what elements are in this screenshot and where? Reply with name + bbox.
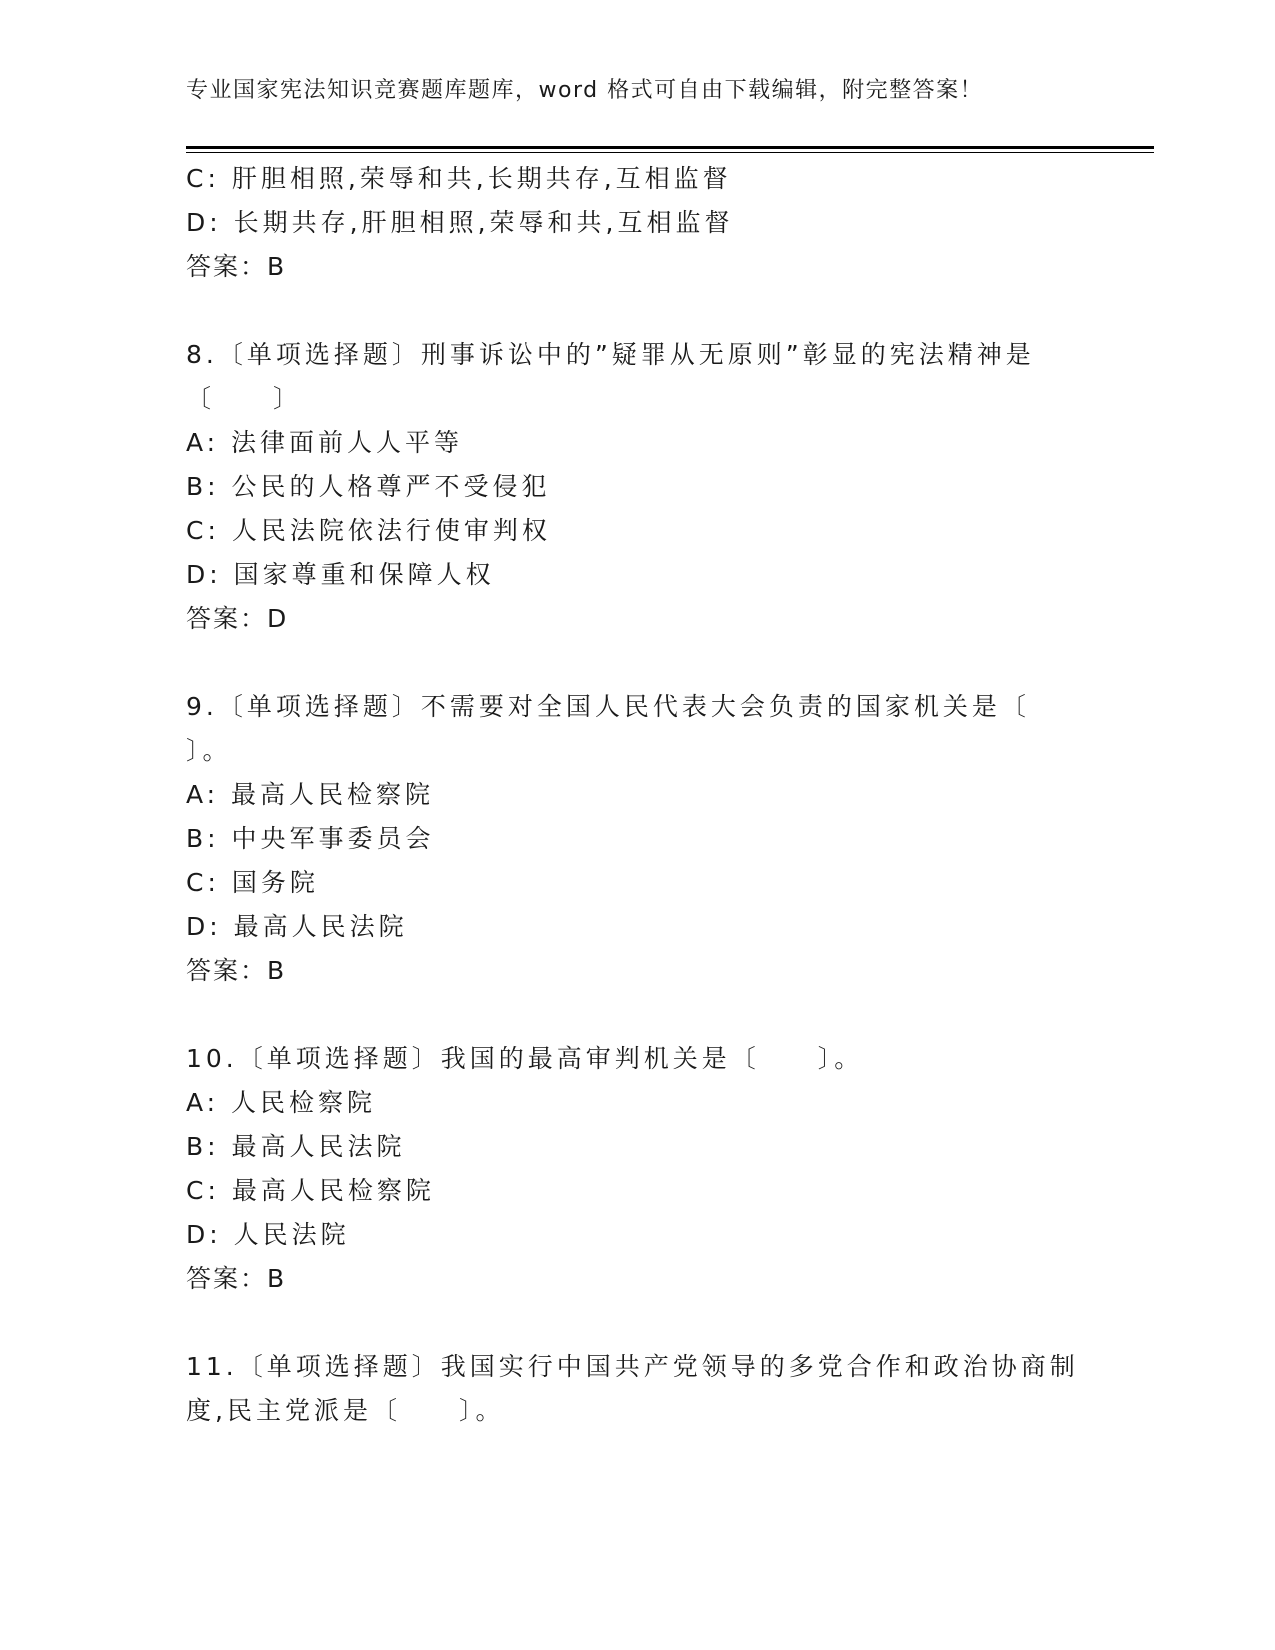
header-rule-thick — [186, 146, 1154, 149]
header-rule-thin — [186, 152, 1154, 153]
option-d: D: 国家尊重和保障人权 — [186, 560, 495, 589]
option-b: B: 公民的人格尊严不受侵犯 — [186, 472, 551, 501]
option-c: C: 肝胆相照,荣辱和共,长期共存,互相监督 — [186, 164, 732, 193]
option-a: A: 最高人民检察院 — [186, 780, 435, 809]
option-a: A: 法律面前人人平等 — [186, 428, 464, 457]
answer-line: 答案：B — [186, 956, 287, 985]
option-d: D: 人民法院 — [186, 1220, 350, 1249]
question-stem-continued: 度,民主党派是〔 〕。 — [186, 1396, 505, 1425]
question-stem: 8.〔单项选择题〕刑事诉讼中的”疑罪从无原则”彰显的宪法精神是 — [186, 340, 1035, 369]
question-stem-continued: 〕。 — [186, 736, 232, 765]
answer-line: 答案：B — [186, 1264, 287, 1293]
header-title: 专业国家宪法知识竞赛题库题库，word 格式可自由下载编辑，附完整答案！ — [186, 78, 984, 103]
option-c: C: 人民法院依法行使审判权 — [186, 516, 551, 545]
question-stem-continued: 〔 〕 — [186, 384, 303, 413]
option-b: B: 中央军事委员会 — [186, 824, 435, 853]
option-b: B: 最高人民法院 — [186, 1132, 406, 1161]
answer-line: 答案：B — [186, 252, 287, 281]
option-c: C: 最高人民检察院 — [186, 1176, 435, 1205]
option-a: A: 人民检察院 — [186, 1088, 377, 1117]
option-d: D: 最高人民法院 — [186, 912, 408, 941]
option-d: D: 长期共存,肝胆相照,荣辱和共,互相监督 — [186, 208, 734, 237]
question-stem: 10.〔单项选择题〕我国的最高审判机关是〔 〕。 — [186, 1044, 864, 1073]
answer-line: 答案：D — [186, 604, 289, 633]
option-c: C: 国务院 — [186, 868, 319, 897]
question-stem: 11.〔单项选择题〕我国实行中国共产党领导的多党合作和政治协商制 — [186, 1352, 1079, 1381]
question-stem: 9.〔单项选择题〕不需要对全国人民代表大会负责的国家机关是〔 — [186, 692, 1030, 721]
